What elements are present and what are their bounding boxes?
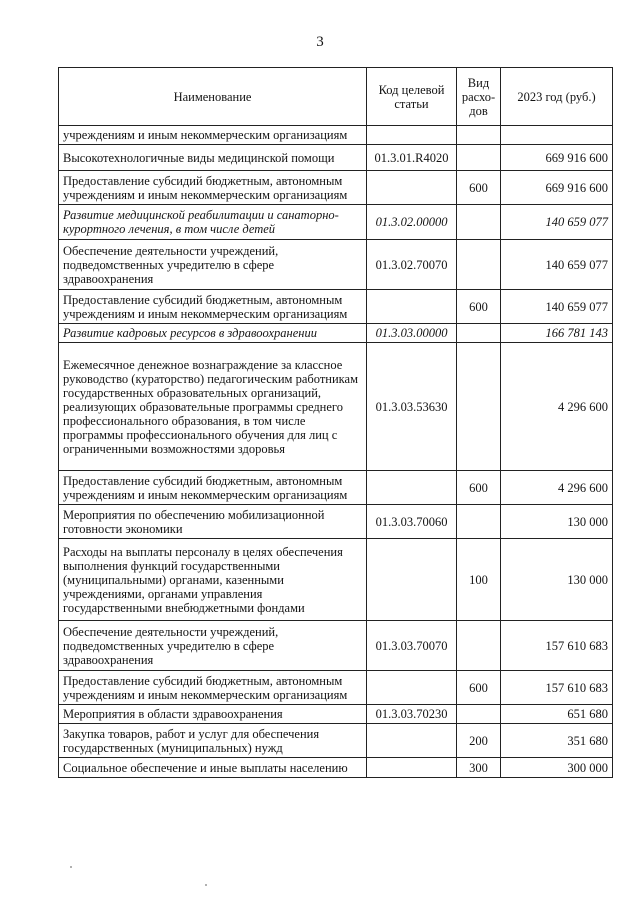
cell-amount: 140 659 077 xyxy=(501,290,613,324)
cell-code: 01.3.03.53630 xyxy=(367,343,457,471)
cell-name: Ежемесячное денежное вознаграждение за классное руководство (кураторство) педагогическим работникам государственных образовательных организаций, реализующих образовательные программы среднего профессионального образования, в том числе программы профессионального обучения для лиц с ограниченными возможностями здоровья xyxy=(59,343,367,471)
cell-type: 100 xyxy=(457,539,501,621)
cell-amount: 157 610 683 xyxy=(501,621,613,671)
cell-type xyxy=(457,205,501,240)
table-row xyxy=(59,705,613,724)
table-row xyxy=(59,240,613,290)
cell-code: 01.3.03.70230 xyxy=(367,705,457,724)
header-name: Наименование xyxy=(59,68,367,126)
cell-name: Предоставление субсидий бюджетным, автономным учреждениям и иным некоммерческим организациям xyxy=(59,290,367,324)
table-row xyxy=(59,126,613,145)
cell-code xyxy=(367,126,457,145)
cell-amount: 130 000 xyxy=(501,539,613,621)
cell-name: Расходы на выплаты персоналу в целях обеспечения выполнения функций государственными (муниципальными) органами, казенными учреждениями, органами управления государственными внебюджетными фондами xyxy=(59,539,367,621)
cell-name: Развитие кадровых ресурсов в здравоохранении xyxy=(59,324,367,343)
header-amount: 2023 год (руб.) xyxy=(501,68,613,126)
cell-type xyxy=(457,126,501,145)
table-row xyxy=(59,621,613,671)
cell-amount: 140 659 077 xyxy=(501,240,613,290)
cell-name: Мероприятия по обеспечению мобилизационной готовности экономики xyxy=(59,505,367,539)
cell-code xyxy=(367,290,457,324)
table-row xyxy=(59,758,613,778)
table-row xyxy=(59,145,613,171)
table-row xyxy=(59,171,613,205)
cell-name: Закупка товаров, работ и услуг для обеспечения государственных (муниципальных) нужд xyxy=(59,724,367,758)
cell-type xyxy=(457,240,501,290)
table-row xyxy=(59,343,613,471)
cell-name: Развитие медицинской реабилитации и санаторно-курортного лечения, в том числе детей xyxy=(59,205,367,240)
cell-amount: 651 680 xyxy=(501,705,613,724)
cell-code: 01.3.02.00000 xyxy=(367,205,457,240)
table-row xyxy=(59,539,613,621)
cell-type xyxy=(457,145,501,171)
cell-name: Обеспечение деятельности учреждений, подведомственных учредителю в сфере здравоохранения xyxy=(59,621,367,671)
scan-speck xyxy=(70,866,72,868)
cell-name: Предоставление субсидий бюджетным, автономным учреждениям и иным некоммерческим организациям xyxy=(59,471,367,505)
cell-code xyxy=(367,171,457,205)
budget-table xyxy=(58,67,613,778)
cell-name: Обеспечение деятельности учреждений, подведомственных учредителю в сфере здравоохранения xyxy=(59,240,367,290)
table-row xyxy=(59,205,613,240)
cell-amount: 157 610 683 xyxy=(501,671,613,705)
table-row xyxy=(59,671,613,705)
cell-type xyxy=(457,343,501,471)
cell-type xyxy=(457,505,501,539)
cell-name: Социальное обеспечение и иные выплаты населению xyxy=(59,758,367,778)
cell-code: 01.3.03.00000 xyxy=(367,324,457,343)
table-row xyxy=(59,471,613,505)
table-row xyxy=(59,724,613,758)
cell-type: 600 xyxy=(457,471,501,505)
cell-code: 01.3.03.70070 xyxy=(367,621,457,671)
cell-amount: 4 296 600 xyxy=(501,343,613,471)
cell-code xyxy=(367,471,457,505)
cell-name: Высокотехнологичные виды медицинской помощи xyxy=(59,145,367,171)
cell-name: учреждениям и иным некоммерческим организациям xyxy=(59,126,367,145)
header-code: Код целевой статьи xyxy=(367,68,457,126)
cell-code xyxy=(367,724,457,758)
cell-name: Мероприятия в области здравоохранения xyxy=(59,705,367,724)
cell-amount: 166 781 143 xyxy=(501,324,613,343)
cell-code: 01.3.01.R4020 xyxy=(367,145,457,171)
cell-amount: 351 680 xyxy=(501,724,613,758)
cell-type xyxy=(457,621,501,671)
cell-type: 200 xyxy=(457,724,501,758)
cell-code: 01.3.02.70070 xyxy=(367,240,457,290)
cell-amount: 669 916 600 xyxy=(501,145,613,171)
cell-amount: 4 296 600 xyxy=(501,471,613,505)
cell-code: 01.3.03.70060 xyxy=(367,505,457,539)
cell-amount: 130 000 xyxy=(501,505,613,539)
cell-code xyxy=(367,758,457,778)
cell-type: 300 xyxy=(457,758,501,778)
scan-speck xyxy=(205,884,207,886)
table-row xyxy=(59,505,613,539)
cell-type: 600 xyxy=(457,671,501,705)
cell-type xyxy=(457,324,501,343)
cell-name: Предоставление субсидий бюджетным, автономным учреждениям и иным некоммерческим организациям xyxy=(59,171,367,205)
cell-type: 600 xyxy=(457,290,501,324)
cell-type: 600 xyxy=(457,171,501,205)
cell-type xyxy=(457,705,501,724)
header-type: Вид расхо-дов xyxy=(457,68,501,126)
cell-amount xyxy=(501,126,613,145)
cell-code xyxy=(367,671,457,705)
cell-amount: 140 659 077 xyxy=(501,205,613,240)
cell-amount: 300 000 xyxy=(501,758,613,778)
table-row xyxy=(59,324,613,343)
page-number: 3 xyxy=(316,34,324,50)
table-row xyxy=(59,290,613,324)
cell-amount: 669 916 600 xyxy=(501,171,613,205)
cell-code xyxy=(367,539,457,621)
cell-name: Предоставление субсидий бюджетным, автономным учреждениям и иным некоммерческим организациям xyxy=(59,671,367,705)
